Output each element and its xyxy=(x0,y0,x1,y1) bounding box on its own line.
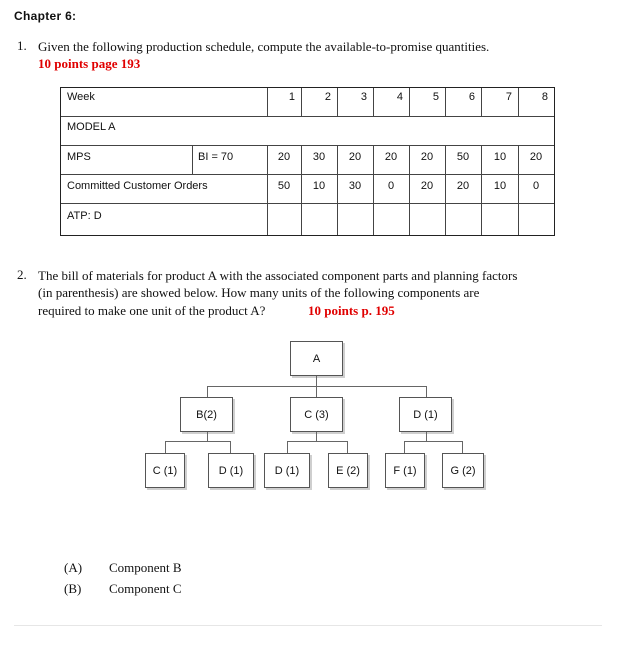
atp-table xyxy=(60,87,555,236)
grid-line xyxy=(267,88,268,117)
bom-node-level2: D (1) xyxy=(264,453,310,488)
grid-line xyxy=(337,146,338,235)
mps-label: MPS xyxy=(67,151,91,163)
mps-value: 50 xyxy=(456,151,470,163)
order-value: 10 xyxy=(493,180,507,192)
week-label: Week xyxy=(67,91,95,103)
bom-connector xyxy=(316,386,317,397)
bom-connector xyxy=(404,441,463,442)
bom-connector xyxy=(287,441,288,453)
grid-line xyxy=(301,146,302,235)
option-letter: (B) xyxy=(64,581,82,596)
question-2-line-3: required to make one unit of the product A? xyxy=(38,303,266,318)
grid-line xyxy=(409,88,410,117)
option-letter: (A) xyxy=(64,560,83,575)
question-2-line-1: The bill of materials for product A with the associated component parts and planning factors xyxy=(38,268,518,283)
bom-connector xyxy=(287,441,348,442)
grid-line xyxy=(373,88,374,117)
bom-node-level2: G (2) xyxy=(442,453,484,488)
grid-line xyxy=(267,146,268,235)
grid-line xyxy=(518,146,519,235)
option-text: Component C xyxy=(109,581,182,596)
mps-value: 20 xyxy=(277,151,291,163)
model-row xyxy=(61,117,554,146)
bom-connector xyxy=(404,441,405,453)
bom-connector xyxy=(347,441,348,453)
beginning-inventory: BI = 70 xyxy=(198,151,234,163)
bom-connector xyxy=(426,432,427,441)
orders-label: Committed Customer Orders xyxy=(67,180,208,192)
mps-value: 20 xyxy=(529,151,543,163)
week-number: 6 xyxy=(468,91,475,103)
bom-node-level2: F (1) xyxy=(385,453,425,488)
bom-connector xyxy=(207,386,208,397)
question-1-text: Given the following production schedule, compute the available-to-promise quantities. xyxy=(38,39,490,54)
grid-line xyxy=(518,88,519,117)
week-number: 5 xyxy=(432,91,439,103)
bom-node-level1: D (1) xyxy=(399,397,452,432)
bom-node-level2: E (2) xyxy=(328,453,368,488)
grid-line xyxy=(445,146,446,235)
mps-value: 20 xyxy=(384,151,398,163)
grid-line xyxy=(409,146,410,235)
order-value: 10 xyxy=(312,180,326,192)
bom-node-level1: B(2) xyxy=(180,397,233,432)
option-text: Component B xyxy=(109,560,182,575)
grid-line xyxy=(337,88,338,117)
model-label: MODEL A xyxy=(67,121,116,133)
grid-line xyxy=(301,88,302,117)
order-value: 20 xyxy=(456,180,470,192)
order-value: 30 xyxy=(348,180,362,192)
question-2-line-2: (in parenthesis) are showed below. How many units of the following components are xyxy=(38,285,480,300)
grid-line xyxy=(373,146,374,235)
question-1-points: 10 points page 193 xyxy=(38,56,141,71)
bom-connector xyxy=(207,386,427,387)
bom-connector xyxy=(165,441,231,442)
atp-label: ATP: D xyxy=(67,210,102,222)
divider xyxy=(14,625,602,626)
bom-connector xyxy=(165,441,166,453)
bom-connector xyxy=(230,441,231,453)
bom-connector xyxy=(426,386,427,397)
bom-connector xyxy=(316,432,317,441)
bom-connector xyxy=(207,432,208,441)
order-value: 20 xyxy=(420,180,434,192)
bom-node-level1: C (3) xyxy=(290,397,343,432)
grid-line xyxy=(192,146,193,175)
order-value: 50 xyxy=(277,180,291,192)
chapter-title: Chapter 6: xyxy=(14,9,77,23)
bom-node-root: A xyxy=(290,341,343,376)
bom-node-level2: C (1) xyxy=(145,453,185,488)
mps-value: 10 xyxy=(493,151,507,163)
week-number: 7 xyxy=(505,91,512,103)
grid-line xyxy=(481,88,482,117)
bom-node-level2: D (1) xyxy=(208,453,254,488)
question-1-number: 1. xyxy=(17,38,27,53)
order-value: 0 xyxy=(387,180,395,192)
question-2-points: 10 points p. 195 xyxy=(308,303,395,318)
week-number: 8 xyxy=(541,91,548,103)
week-number: 1 xyxy=(288,91,295,103)
mps-value: 30 xyxy=(312,151,326,163)
bom-connector xyxy=(462,441,463,453)
order-value: 0 xyxy=(532,180,540,192)
mps-value: 20 xyxy=(420,151,434,163)
bom-connector xyxy=(316,376,317,386)
grid-line xyxy=(481,146,482,235)
question-2-number: 2. xyxy=(17,267,27,282)
week-number: 3 xyxy=(360,91,367,103)
week-number: 2 xyxy=(324,91,331,103)
week-number: 4 xyxy=(396,91,403,103)
grid-line xyxy=(445,88,446,117)
mps-value: 20 xyxy=(348,151,362,163)
